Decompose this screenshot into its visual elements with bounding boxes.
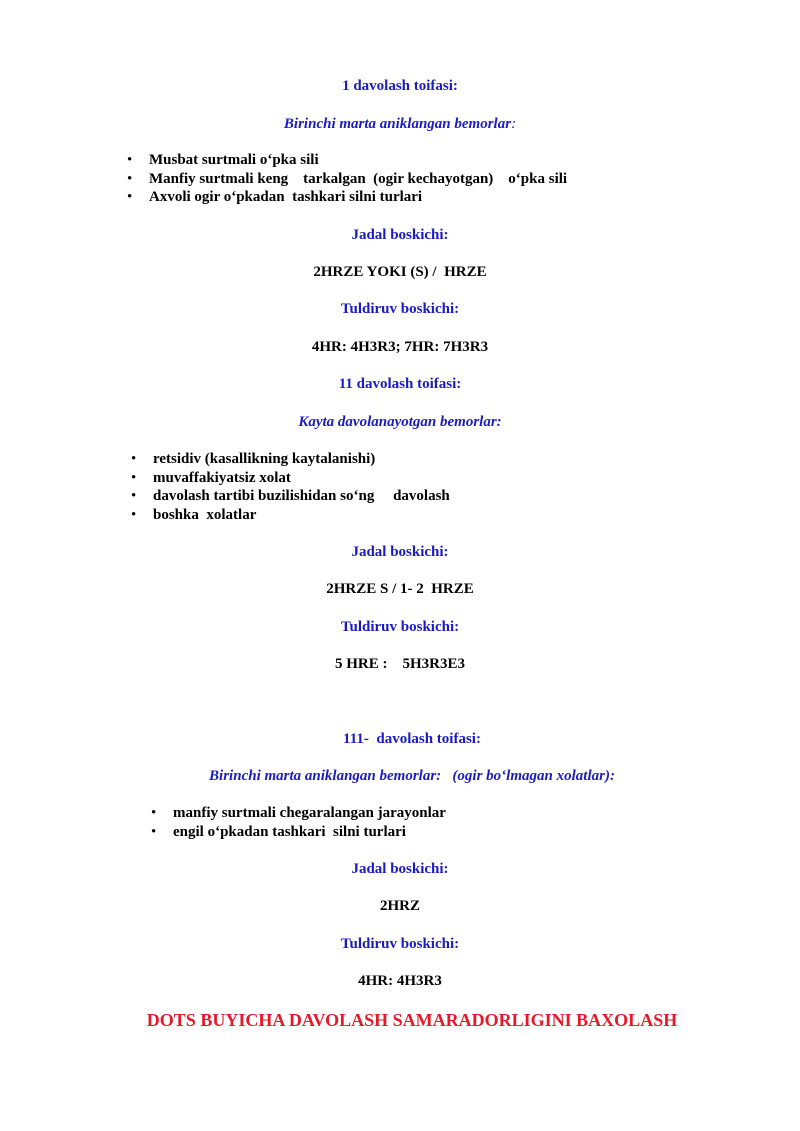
list-item (127, 188, 567, 207)
list-item (151, 804, 446, 823)
section2-phase2-title: Tuldiruv boskichi: (340, 619, 460, 635)
section1-phase1-regimen: 2HRZE YOKI (S) / HRZE (313, 264, 487, 280)
section3-phase2-regimen: 4HR: 4H3R3 (358, 973, 442, 989)
list-item (127, 170, 568, 189)
section2-phase1-regimen: 2HRZE S / 1- 2 HRZE (326, 581, 474, 597)
bullet-icon: • (131, 488, 137, 504)
section1-heading: 1 davolash toifasi: (342, 78, 458, 94)
bullet-icon: • (127, 152, 133, 168)
list-item-text: Manfiy surtmali keng tarkalgan (ogir kechayotgan) o‘pka sili (149, 170, 568, 187)
list-item-text: engil o‘pkadan tashkari silni turlari (173, 823, 406, 840)
section1-phase2-title: Tuldiruv boskichi: (340, 301, 460, 317)
list-item-text: muvaffakiyatsiz xolat (153, 469, 291, 486)
section1-subheading-text: Birinchi marta aniklangan bemorlar (283, 116, 512, 132)
bullet-icon: • (127, 170, 133, 187)
list-item (131, 469, 450, 488)
list-item (131, 450, 450, 469)
bullet-icon: • (131, 469, 137, 486)
list-item-text: Musbat surtmali o‘pka sili (149, 152, 319, 168)
list-item (131, 487, 450, 506)
section1-bullet-list (127, 151, 568, 207)
bullet-icon: • (127, 189, 133, 205)
list-item (127, 151, 567, 170)
section2-phase1-title: Jadal boskichi: (351, 544, 449, 560)
bullet-icon: • (151, 805, 157, 821)
list-item-text: retsidiv (kasallikning kaytalanishi) (153, 451, 376, 467)
section3-bullet-list (151, 804, 446, 841)
list-item (151, 823, 446, 842)
list-item-text: boshka xolatlar (153, 506, 257, 523)
section1-subheading-colon: : (511, 116, 517, 132)
section3-phase1-regimen: 2HRZ (379, 898, 420, 914)
section1-phase2-regimen: 4HR: 4H3R3; 7HR: 7H3R3 (311, 339, 489, 355)
list-item (131, 506, 450, 525)
section2-heading: 11 davolash toifasi: (338, 376, 462, 392)
section2-subheading: Kayta davolanayotgan bemorlar: (298, 414, 502, 430)
section3-phase2-title: Tuldiruv boskichi: (340, 936, 460, 952)
dots-evaluation-heading: DOTS BUYICHA DAVOLASH SAMARADORLIGINI BAXOLASH (146, 1010, 678, 1030)
section3-heading: 111- davolash toifasi: (343, 731, 481, 747)
section1-phase1-title: Jadal boskichi: (351, 227, 449, 243)
section1-subheading (0, 115, 800, 133)
list-item-text: Axvoli ogir o‘pkadan tashkari silni turlari (149, 189, 423, 205)
section3-phase1-title: Jadal boskichi: (351, 861, 449, 877)
list-item-text: manfiy surtmali chegaralangan jarayonlar (173, 805, 446, 821)
list-item-text: davolash tartibi buzilishidan so‘ng davolash (153, 488, 450, 504)
bullet-icon: • (131, 451, 137, 467)
bullet-icon: • (151, 823, 157, 840)
bullet-icon: • (131, 506, 137, 523)
section2-phase2-regimen: 5 HRE : 5H3R3E3 (334, 656, 465, 672)
section2-bullet-list (131, 450, 450, 524)
section3-subheading: Birinchi marta aniklangan bemorlar: (ogir bo‘lmagan xolatlar): (209, 768, 615, 784)
